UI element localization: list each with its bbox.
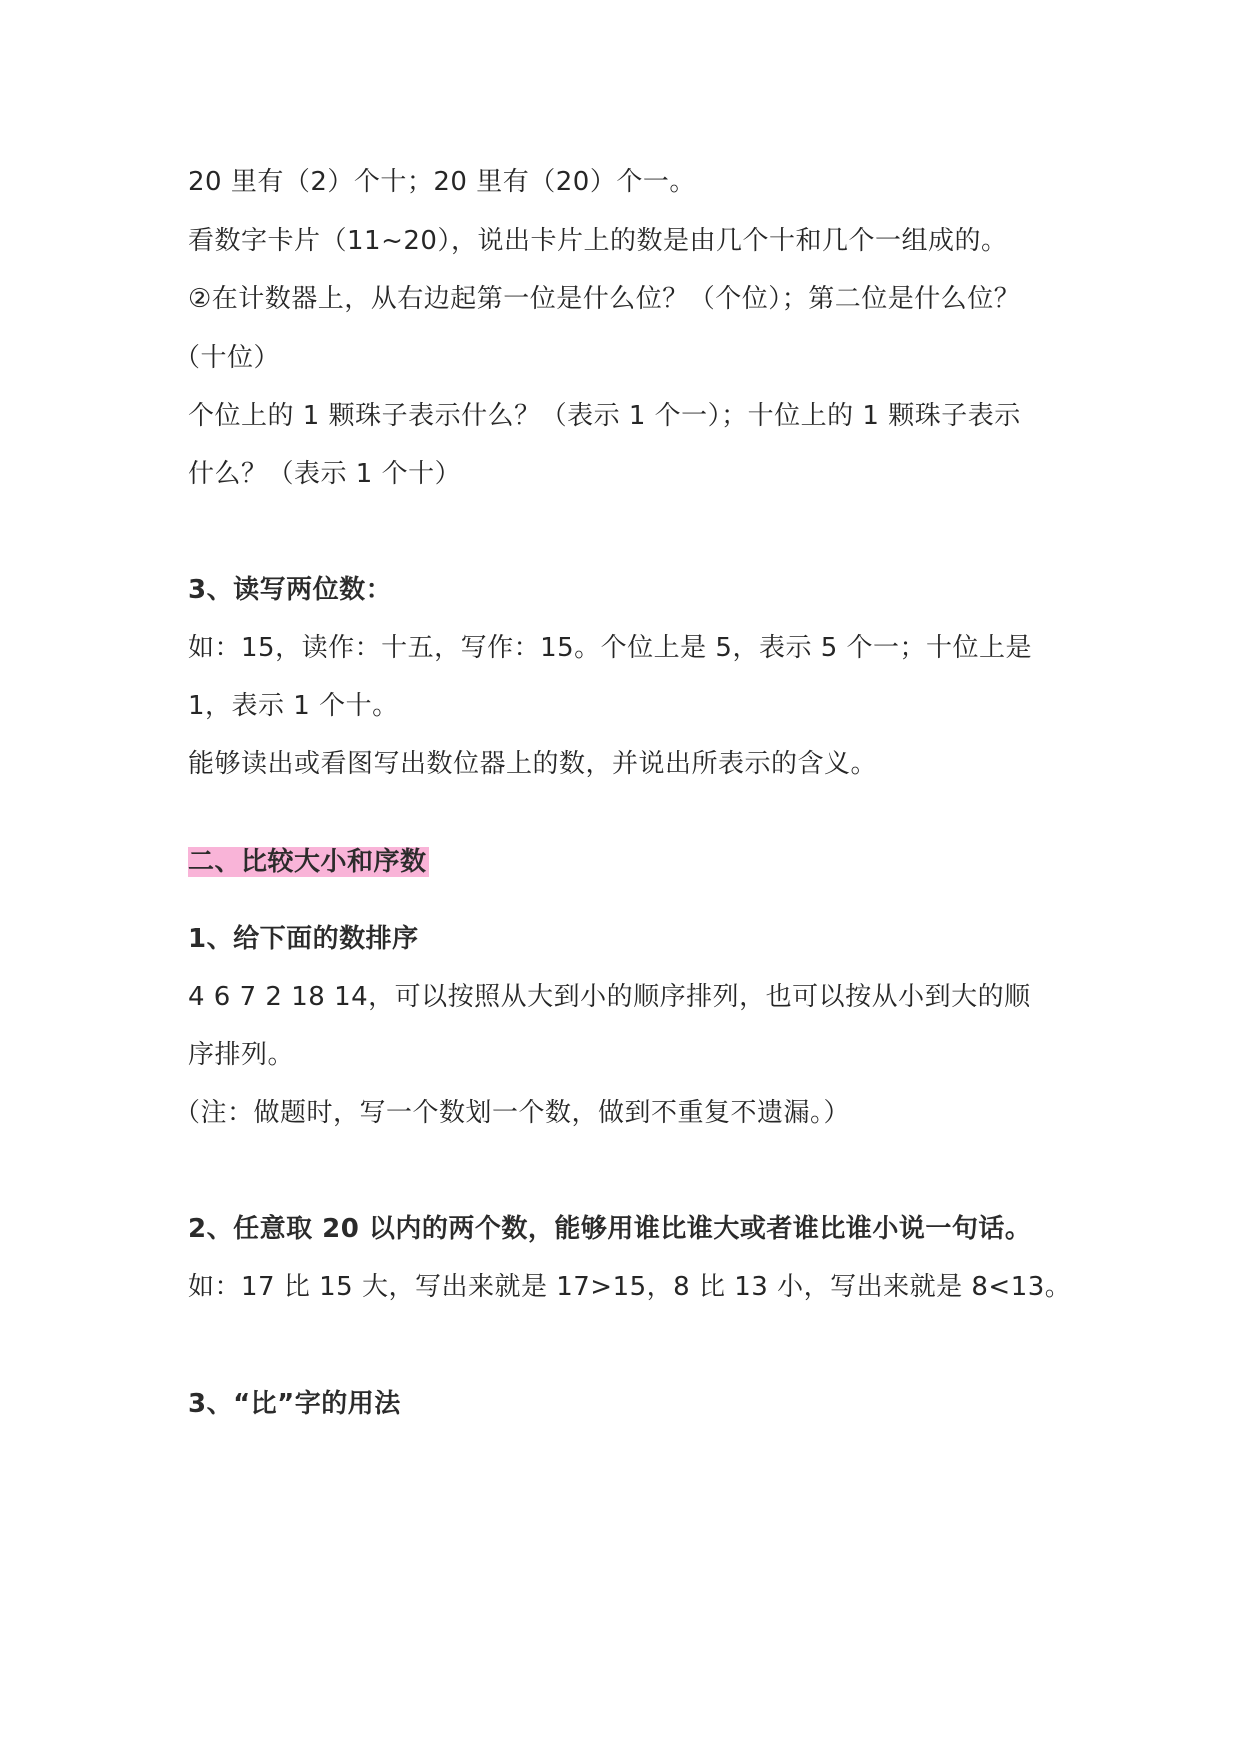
text-line: 4 6 7 2 18 14，可以按照从大到小的顺序排列，也可以按从小到大的顺 xyxy=(188,982,1031,1012)
text-line: （十位） xyxy=(174,343,281,373)
text-line: 如：15，读作：十五，写作：15。个位上是 5，表示 5 个一；十位上是 xyxy=(188,633,1033,663)
subheading: 1、给下面的数排序 xyxy=(188,924,419,954)
text-line: 序排列。 xyxy=(188,1040,295,1070)
text-line: 什么？（表示 1 个十） xyxy=(188,459,462,489)
text-line: 如：17 比 15 大，写出来就是 17>15，8 比 13 小，写出来就是 8<13。 xyxy=(188,1272,1072,1302)
subheading: 3、“比”字的用法 xyxy=(188,1389,401,1419)
text-line: 1，表示 1 个十。 xyxy=(188,691,399,721)
section-heading xyxy=(188,843,1068,881)
subheading: 2、任意取 20 以内的两个数，能够用谁比谁大或者谁比谁小说一句话。 xyxy=(188,1214,1032,1244)
subheading: 3、读写两位数： xyxy=(188,575,393,605)
note-line: （注：做题时，写一个数划一个数，做到不重复不遗漏。） xyxy=(174,1098,851,1128)
text-line: 能够读出或看图写出数位器上的数，并说出所表示的含义。 xyxy=(188,749,878,779)
section-heading-text: 二、比较大小和序数 xyxy=(188,847,427,877)
text-line: 20 里有（2）个十；20 里有（20）个一。 xyxy=(188,167,696,197)
text-line: 看数字卡片（11~20），说出卡片上的数是由几个十和几个一组成的。 xyxy=(188,226,1008,256)
text-line: ②在计数器上，从右边起第一位是什么位？（个位）；第二位是什么位？ xyxy=(188,284,1021,314)
text-line: 个位上的 1 颗珠子表示什么？（表示 1 个一）；十位上的 1 颗珠子表示 xyxy=(188,401,1021,431)
